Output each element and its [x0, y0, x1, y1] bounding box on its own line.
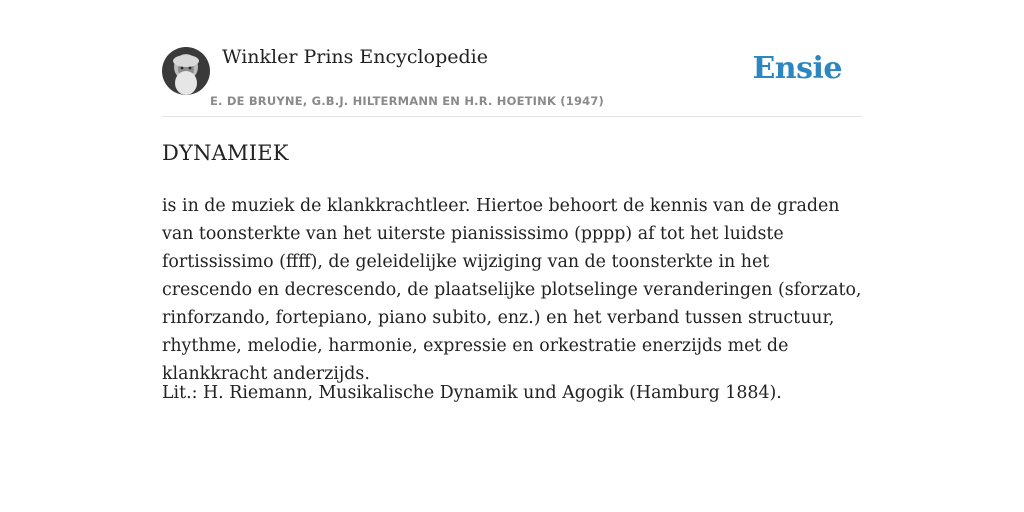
ensie-logo-link[interactable]: Ensie	[752, 51, 842, 86]
entry-body: is in de muziek de klankkrachtleer. Hiertoe behoort de kennis van de graden van toonsterkte van het uiterste pianississimo (pppp) af tot het luidste fortississimo (ffff), de geleidelijke wijziging van de toonsterkte in het crescendo en decrescendo, de plaatselijke plotselinge veranderingen (sforzato, rinforzando, fortepiano, piano subito, enz.) en het verband tussen structuur, rhythme, melodie, harmonie, expressie en orkestratie enerzijds met de klankkracht anderzijds.	[162, 196, 862, 384]
entry-literature: Lit.: H. Riemann, Musikalische Dynamik und Agogik (Hamburg 1884).	[162, 383, 782, 403]
entry-title: DYNAMIEK	[162, 141, 289, 165]
source-header	[162, 0, 862, 117]
portrait-icon	[162, 47, 210, 95]
author-avatar[interactable]	[162, 47, 210, 95]
source-authors: E. DE BRUYNE, G.B.J. HILTERMANN EN H.R. HOETINK (1947)	[210, 94, 605, 108]
source-title[interactable]: Winkler Prins Encyclopedie	[222, 46, 488, 68]
article-page	[162, 0, 862, 403]
